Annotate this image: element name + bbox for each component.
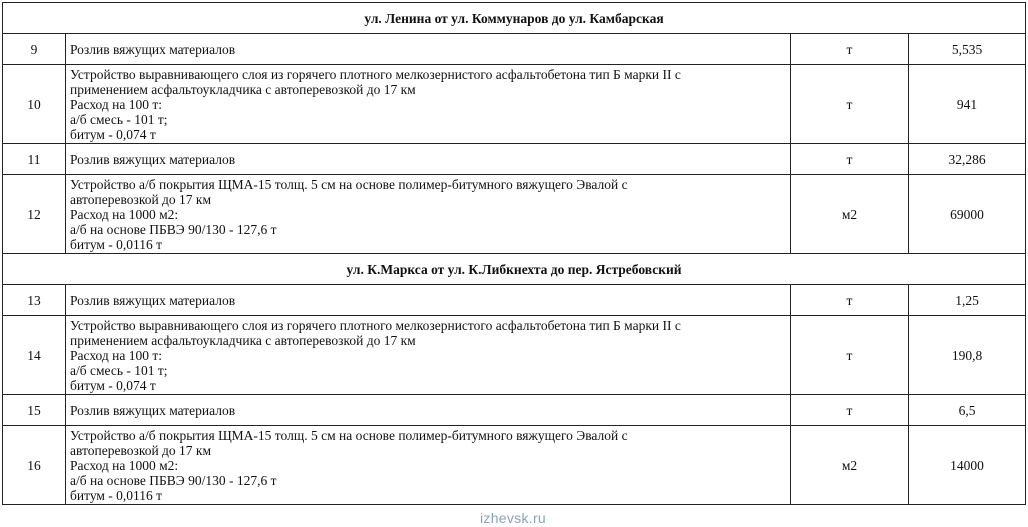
row-number: 16 [3, 426, 66, 505]
work-description [66, 426, 791, 505]
description-line: Устройство выравнивающего слоя из горячего плотного мелкозернистого асфальтобетона тип Б марки II с [70, 67, 681, 82]
description-line: автоперевозкой до 17 км [70, 192, 212, 207]
quantity-cell: 1,25 [909, 285, 1026, 316]
description-line: применением асфальтоукладчика с автоперевозкой до 17 км [70, 333, 416, 348]
description-line: Устройство выравнивающего слоя из горячего плотного мелкозернистого асфальтобетона тип Б марки II с [70, 318, 681, 333]
row-number: 13 [3, 285, 66, 316]
quantity-cell: 190,8 [909, 316, 1026, 395]
unit-cell: м2 [791, 175, 909, 254]
row-number: 12 [3, 175, 66, 254]
unit-cell: т [791, 285, 909, 316]
description-line: Расход на 100 т: [70, 97, 163, 112]
table-row [3, 34, 1026, 65]
table-row [3, 316, 1026, 395]
quantity-cell: 69000 [909, 175, 1026, 254]
row-number: 11 [3, 144, 66, 175]
unit-cell: т [791, 144, 909, 175]
quantity-cell: 5,535 [909, 34, 1026, 65]
unit-cell: т [791, 395, 909, 426]
table-row [3, 175, 1026, 254]
quantity-cell: 14000 [909, 426, 1026, 505]
description-line: битум - 0,0116 т [70, 488, 163, 503]
table-row [3, 395, 1026, 426]
description-line: Розлив вяжущих материалов [70, 151, 236, 167]
quantity-cell: 941 [909, 65, 1026, 144]
unit-cell: т [791, 65, 909, 144]
description-line: Устройство а/б покрытия ЩМА-15 толщ. 5 см на основе полимер-битумного вяжущего Эвалой с [70, 428, 628, 443]
description-line: Расход на 1000 м2: [70, 207, 179, 222]
table-row [3, 426, 1026, 505]
section-title: ул. К.Маркса от ул. К.Либкнехта до пер. Ястребовский [3, 254, 1026, 285]
table-row [3, 65, 1026, 144]
unit-cell: т [791, 316, 909, 395]
description-line: а/б смесь - 101 т; [70, 363, 168, 378]
unit-cell: т [791, 34, 909, 65]
description-line: а/б на основе ПБВЭ 90/130 - 127,6 т [70, 222, 277, 237]
description-line: автоперевозкой до 17 км [70, 443, 212, 458]
table-row [3, 285, 1026, 316]
description-line: Устройство а/б покрытия ЩМА-15 толщ. 5 см на основе полимер-битумного вяжущего Эвалой с [70, 177, 628, 192]
unit-cell: м2 [791, 426, 909, 505]
work-description [66, 285, 791, 316]
description-line: Розлив вяжущих материалов [70, 402, 236, 418]
description-line: битум - 0,074 т [70, 378, 156, 393]
description-line: Розлив вяжущих материалов [70, 292, 236, 308]
description-line: Розлив вяжущих материалов [70, 41, 236, 57]
watermark: izhevsk.ru [480, 510, 547, 526]
quantity-cell: 6,5 [909, 395, 1026, 426]
description-line: а/б смесь - 101 т; [70, 112, 168, 127]
quantity-cell: 32,286 [909, 144, 1026, 175]
description-line: а/б на основе ПБВЭ 90/130 - 127,6 т [70, 473, 277, 488]
work-description [66, 34, 791, 65]
section-title: ул. Ленина от ул. Коммунаров до ул. Камбарская [3, 3, 1026, 34]
section-header-row [3, 3, 1026, 34]
work-description [66, 316, 791, 395]
work-description [66, 175, 791, 254]
row-number: 10 [3, 65, 66, 144]
row-number: 15 [3, 395, 66, 426]
description-line: Расход на 100 т: [70, 348, 163, 363]
work-description [66, 65, 791, 144]
works-table-body [3, 3, 1026, 505]
description-line: битум - 0,0116 т [70, 237, 163, 252]
description-line: Расход на 1000 м2: [70, 458, 179, 473]
row-number: 9 [3, 34, 66, 65]
description-line: битум - 0,074 т [70, 127, 156, 142]
works-table [2, 2, 1026, 505]
description-line: применением асфальтоукладчика с автоперевозкой до 17 км [70, 82, 416, 97]
work-description [66, 395, 791, 426]
row-number: 14 [3, 316, 66, 395]
section-header-row [3, 254, 1026, 285]
table-row [3, 144, 1026, 175]
work-description [66, 144, 791, 175]
